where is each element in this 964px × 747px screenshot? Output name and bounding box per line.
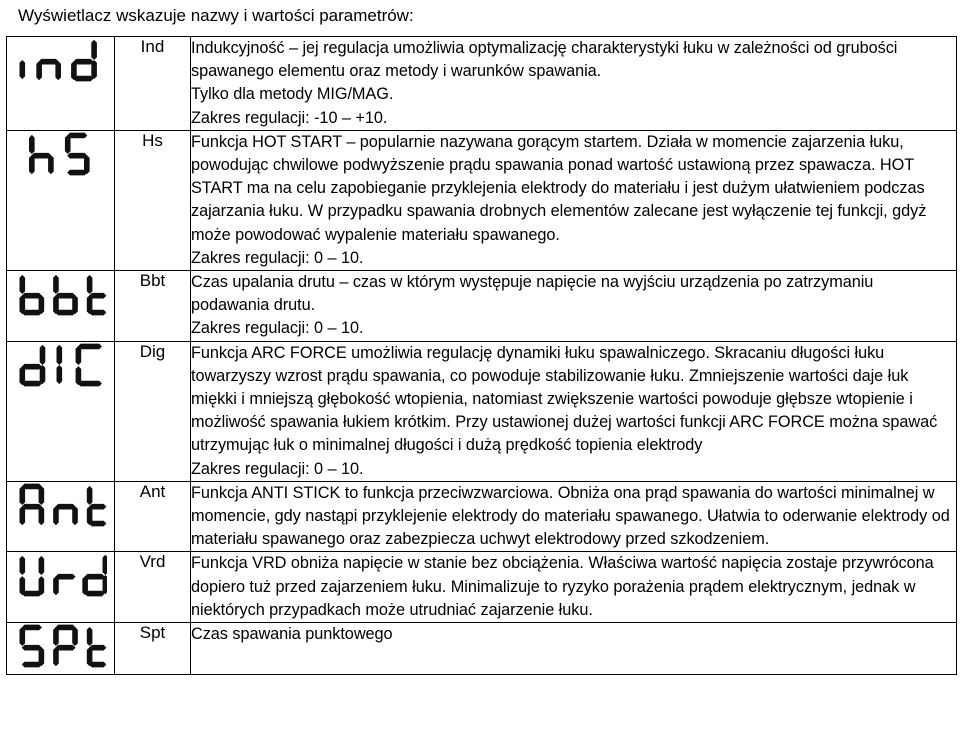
parameter-table-body [7, 37, 957, 675]
parameter-name: Bbt [115, 271, 191, 342]
description-line: Zakres regulacji: -10 – +10. [191, 108, 388, 127]
description-line: Funkcja ARC FORCE umożliwia regulację dynamiki łuku spawalniczego. Skracaniu długości łuku towarzyszy wzrost prądu spawania, co powoduje stabilizowanie łuku. Zmniejszenie wartości daje łuk miękki i mniejszą głębokość wtopienia, natomiast zwiększenie wartości powoduje głębsze wtopienie i możliwość spawania łukiem krótkim. Przy ustawionej dużej wartości funkcji ARC FORCE można spawać utrzymując łuk o minimalnej długości i dużą prędkość topienia elektrody [191, 343, 938, 455]
parameter-description [191, 130, 957, 270]
seven-segment-ant-icon [15, 482, 107, 528]
table-row [7, 130, 957, 270]
description-line: Funkcja VRD obniża napięcie w stanie bez obciążenia. Właściwa wartość napięcia zostaje przywrócona dopiero tuż przed zajarzeniem łuku. Minimalizuje to ryzyko porażenia prądem elektrycznym, jednak w niektórych przypadkach może utrudniać zajarzenie łuku. [191, 554, 934, 619]
parameter-name: Vrd [115, 552, 191, 623]
intro-text: Wyświetlacz wskazuje nazwy i wartości parametrów: [18, 6, 414, 25]
parameter-description [191, 341, 957, 481]
display-glyph-cell [7, 623, 115, 675]
description-line: Funkcja ANTI STICK to funkcja przeciwzwarciowa. Obniża ona prąd spawania do wartości minimalnej w momencie, gdy nastąpi przyklejenie elektrody do materiału spawanego. Ułatwia to oderwanie elektrody od materiału spawanego oraz zabezpiecza uchwyt elektrodowy przed szkodzeniem. [191, 483, 950, 549]
seven-segment-hs-icon [21, 131, 101, 177]
description-line: Funkcja HOT START – popularnie nazywana gorącym startem. Działa w momencie zajarzenia łuku, powodując chwilowe podwyższenie prądu spawania ponad wartość ustawioną przez spawacza. HOT START ma na celu zapobieganie przyklejenia elektrody do materiału i jest dużym ułatwieniem podczas zajarzania łuku. W przypadku spawania drobnych elementów zalecane jest wyłączenie tej funkcji, gdyż może powodować wypalenie materiału spawanego. [191, 132, 927, 244]
parameter-description [191, 271, 957, 342]
table-row [7, 37, 957, 131]
seven-segment-ind-icon [15, 37, 107, 83]
display-glyph-cell [7, 130, 115, 270]
display-glyph-cell [7, 37, 115, 131]
description-line: Czas spawania punktowego [191, 625, 393, 644]
parameter-description [191, 37, 957, 131]
parameter-name: Spt [115, 623, 191, 675]
seven-segment-urd-icon [15, 552, 107, 598]
parameter-description [191, 481, 957, 552]
parameter-name: Hs [115, 130, 191, 270]
description-line: Zakres regulacji: 0 – 10. [191, 319, 364, 338]
parameter-description [191, 623, 957, 675]
table-row [7, 481, 957, 552]
parameter-name: Dig [115, 341, 191, 481]
seven-segment-dig-icon [15, 342, 107, 388]
description-line: Czas upalania drutu – czas w którym występuje napięcie na wyjściu urządzenia po zatrzymaniu podawania drutu. [191, 273, 874, 315]
table-row [7, 623, 957, 675]
parameter-name: Ant [115, 481, 191, 552]
description-line: Tylko dla metody MIG/MAG. [191, 85, 394, 104]
seven-segment-bbt-icon [15, 271, 107, 317]
parameter-table [6, 36, 957, 675]
description-line: Zakres regulacji: 0 – 10. [191, 248, 364, 267]
display-glyph-cell [7, 481, 115, 552]
table-row [7, 552, 957, 623]
parameter-description [191, 552, 957, 623]
parameter-name: Ind [115, 37, 191, 131]
description-line: Zakres regulacji: 0 – 10. [191, 459, 364, 478]
display-glyph-cell [7, 341, 115, 481]
seven-segment-spt-icon [15, 623, 107, 669]
description-line: Indukcyjność – jej regulacja umożliwia optymalizację charakterystyki łuku w zależności od grubości spawanego elementu oraz metody i warunków spawania. [191, 39, 898, 81]
display-glyph-cell [7, 552, 115, 623]
display-glyph-cell [7, 271, 115, 342]
table-row [7, 271, 957, 342]
table-row [7, 341, 957, 481]
